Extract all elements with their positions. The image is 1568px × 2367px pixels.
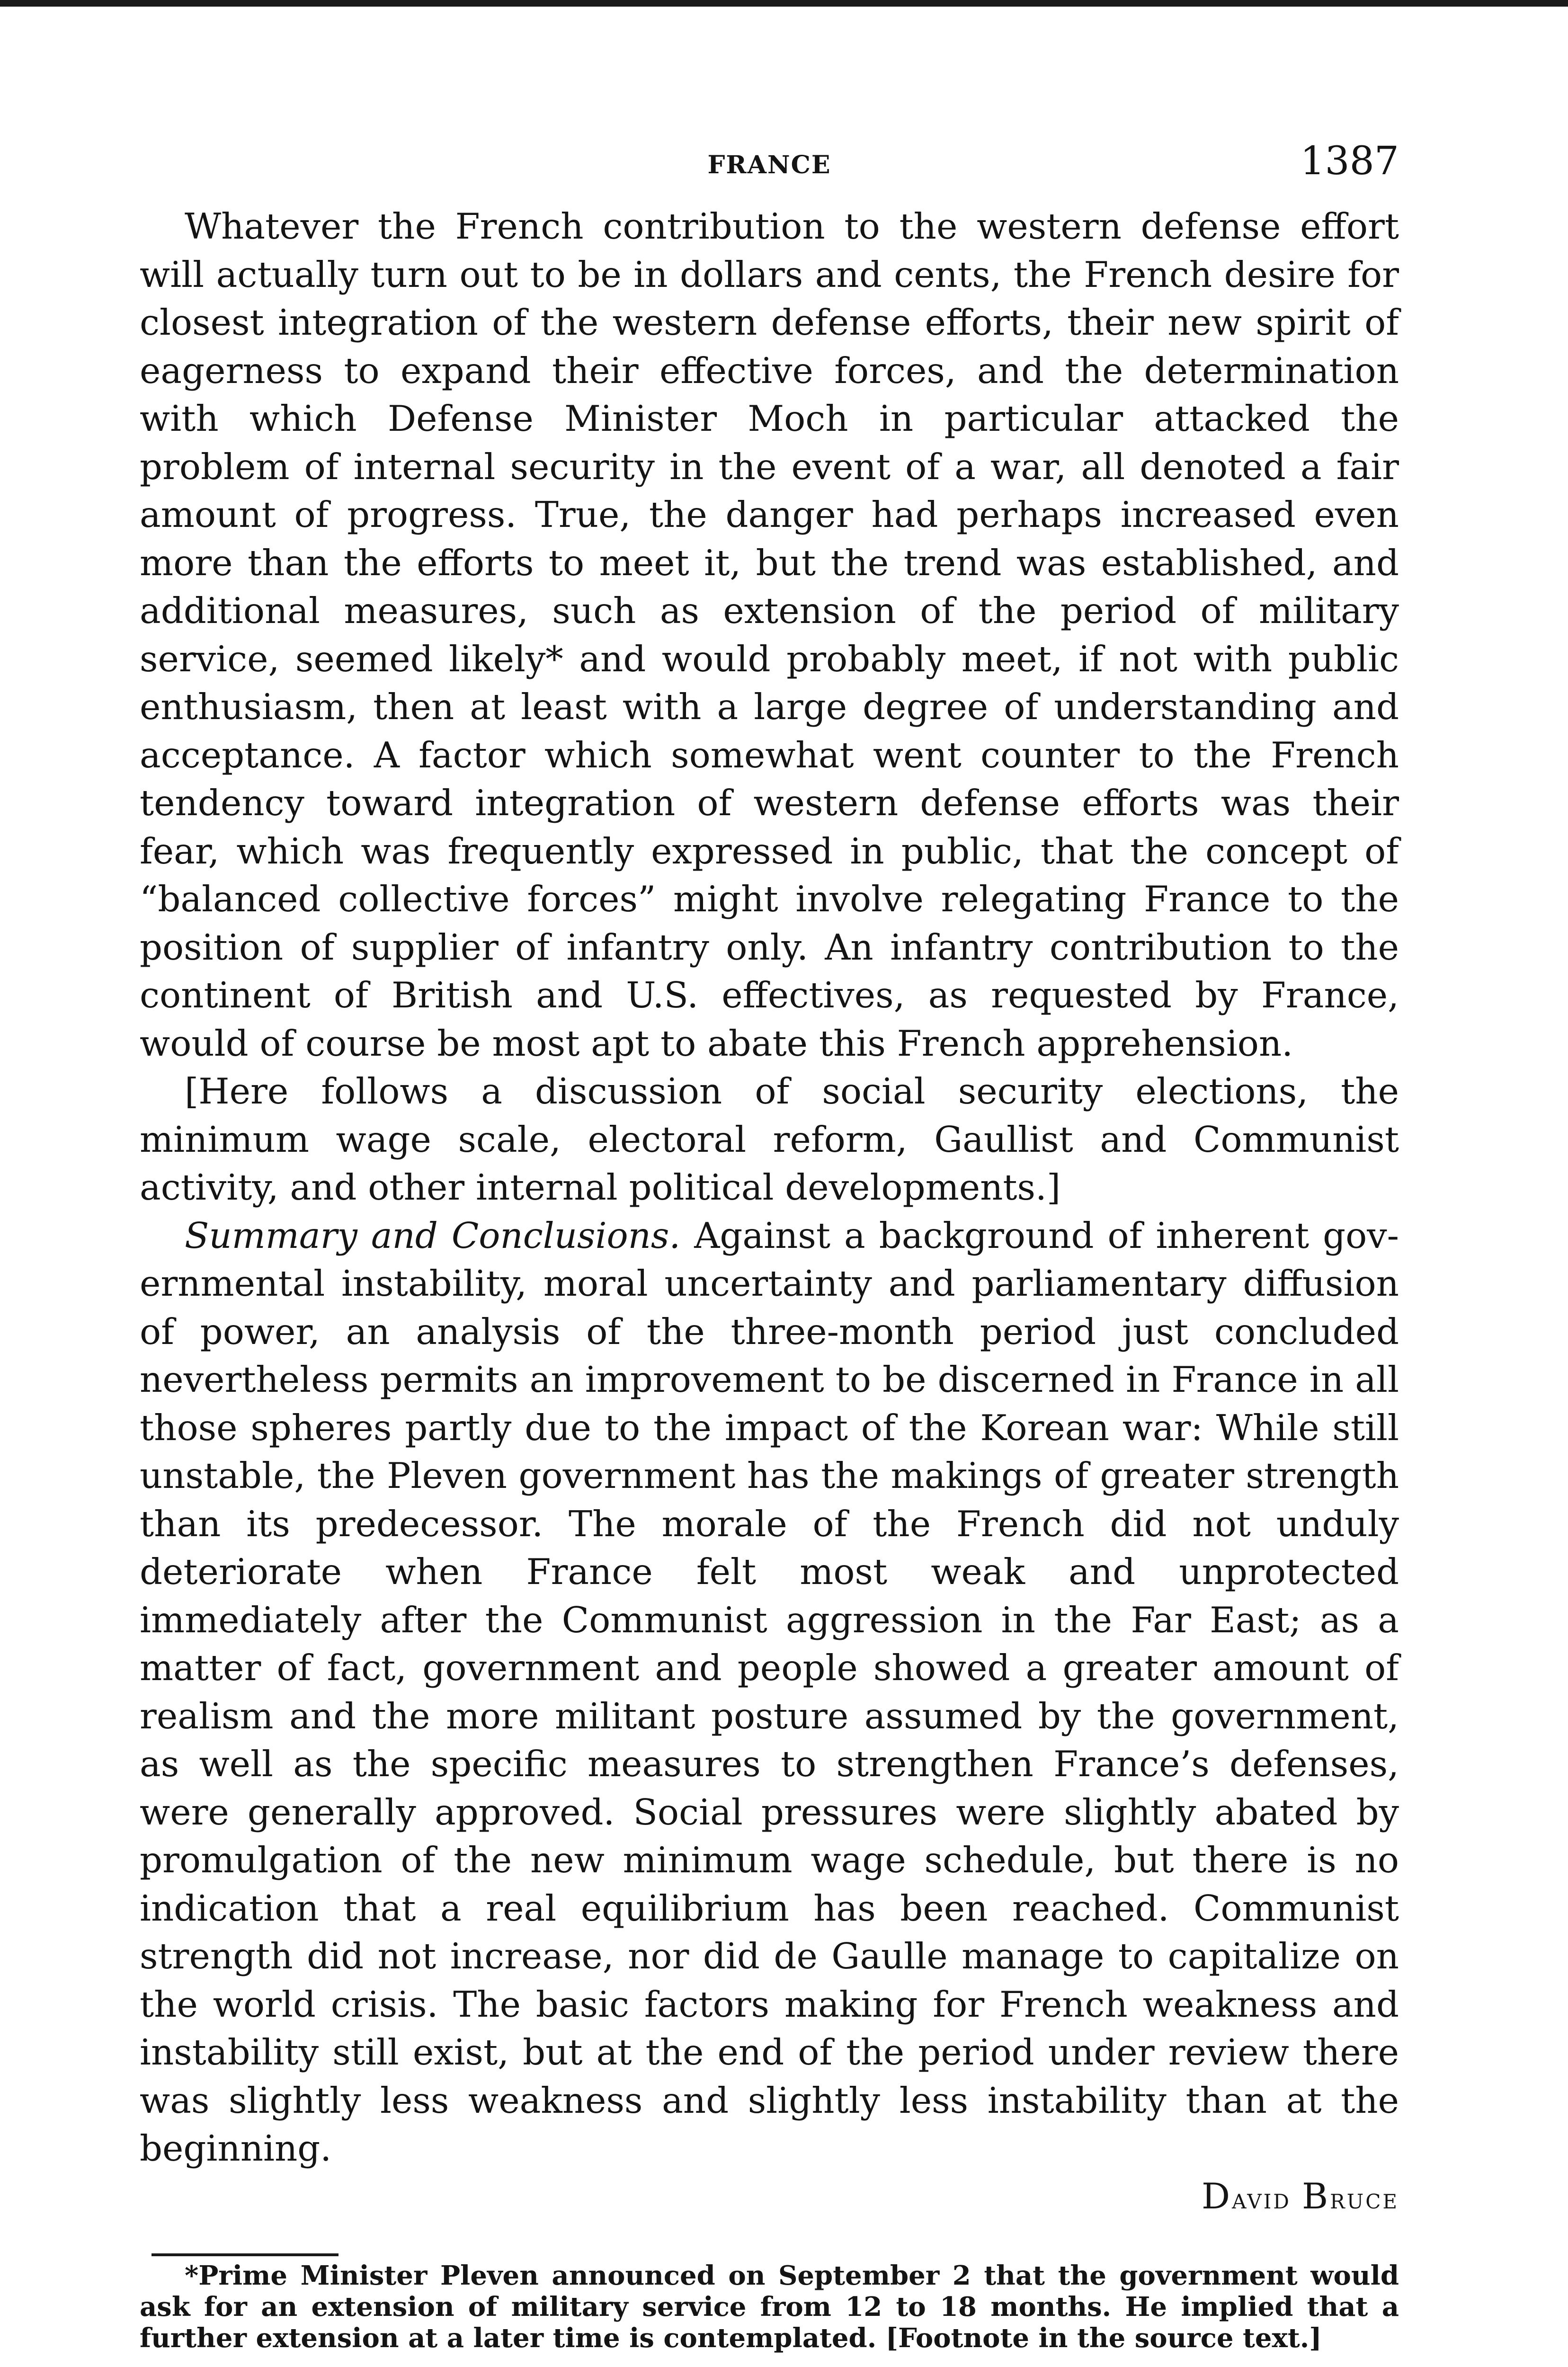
top-edge-rule [0, 0, 1568, 7]
running-head: FRANCE [707, 151, 831, 179]
body-text [140, 203, 1399, 2173]
summary-text: Against a background of inherent governmental instability, moral uncertainty and parliamentary diffusion of power, an analysis of the three-month period just concluded nevertheless permits an improvement to be discerned in France in all those spheres partly due to the impact of the Korean war: While still unstable, the Pleven government has the makings of greater strength than its predecessor. The morale of the French did not unduly deteriorate when France felt most weak and unprotected immediately after the Communist aggression in the Far East; as a matter of fact, government and people showed a greater amount of realism and the more militant posture assumed by the government, as well as the specific measures to strengthen France’s defenses, were generally approved. Social pressures were slightly abated by promulgation of the new minimum wage schedule, but there is no indication that a real equilibrium has been reached. Communist strength did not increase, nor did de Gaulle manage to capitalize on the world crisis. The basic factors making for French weakness and instability still exist, but at the end of the period under review there was slightly less weakness and slightly less instability than at the beginning. [140, 1214, 1399, 2169]
signature-first-initial: D [1201, 2175, 1232, 2217]
signature-first-rest: avid [1232, 2182, 1291, 2216]
paragraph-editorial-note: [Here follows a discussion of social security elections, the minimum wage scale, electoral reform, Gaullist and Communist activity, and other internal political developments.] [140, 1070, 1399, 1208]
page-number: 1387 [1300, 139, 1399, 184]
document-page [140, 139, 1399, 2354]
paragraph-defense-effort: Whatever the French contribution to the western defense effort will actually turn out to be in dollars and cents, the French desire for closest integration of the western defense efforts, their new spirit of eagerness to expand their effective forces, and the determination with which Defense Minister Moch in particular attacked the problem of internal security in the event of a war, all denoted a fair amount of progress. True, the danger had perhaps increased even more than the efforts to meet it, but the trend was established, and additional measures, such as extension of the period of military service, seemed likely* and would probably meet, if not with public enthusiasm, then at least with a large degree of understanding and acceptance. A factor which somewhat went counter to the French tendency toward integration of western defense efforts was their fear, which was frequently expressed in public, that the concept of “balanced collective forces” might involve relegating France to the position of supplier of infantry only. An infantry contribution to the continent of British and U.S. effectives, as requested by France, would of course be most apt to abate this French apprehension. [140, 205, 1399, 1064]
paragraph-summary [140, 1212, 1399, 2173]
signature-last-rest: ruce [1330, 2182, 1399, 2216]
signature-last-initial: B [1302, 2175, 1330, 2217]
footnote: *Prime Minister Pleven announced on September 2 that the government would ask for an extension of military service from 12 to 18 months. He implied that a further extension at a later time is contemplated. [Footnote in the source text.] [140, 2260, 1399, 2354]
signature [140, 2175, 1399, 2220]
footnote-rule [151, 2253, 339, 2256]
summary-heading: Summary and Conclusions. [185, 1214, 681, 1256]
page-header [140, 139, 1399, 199]
